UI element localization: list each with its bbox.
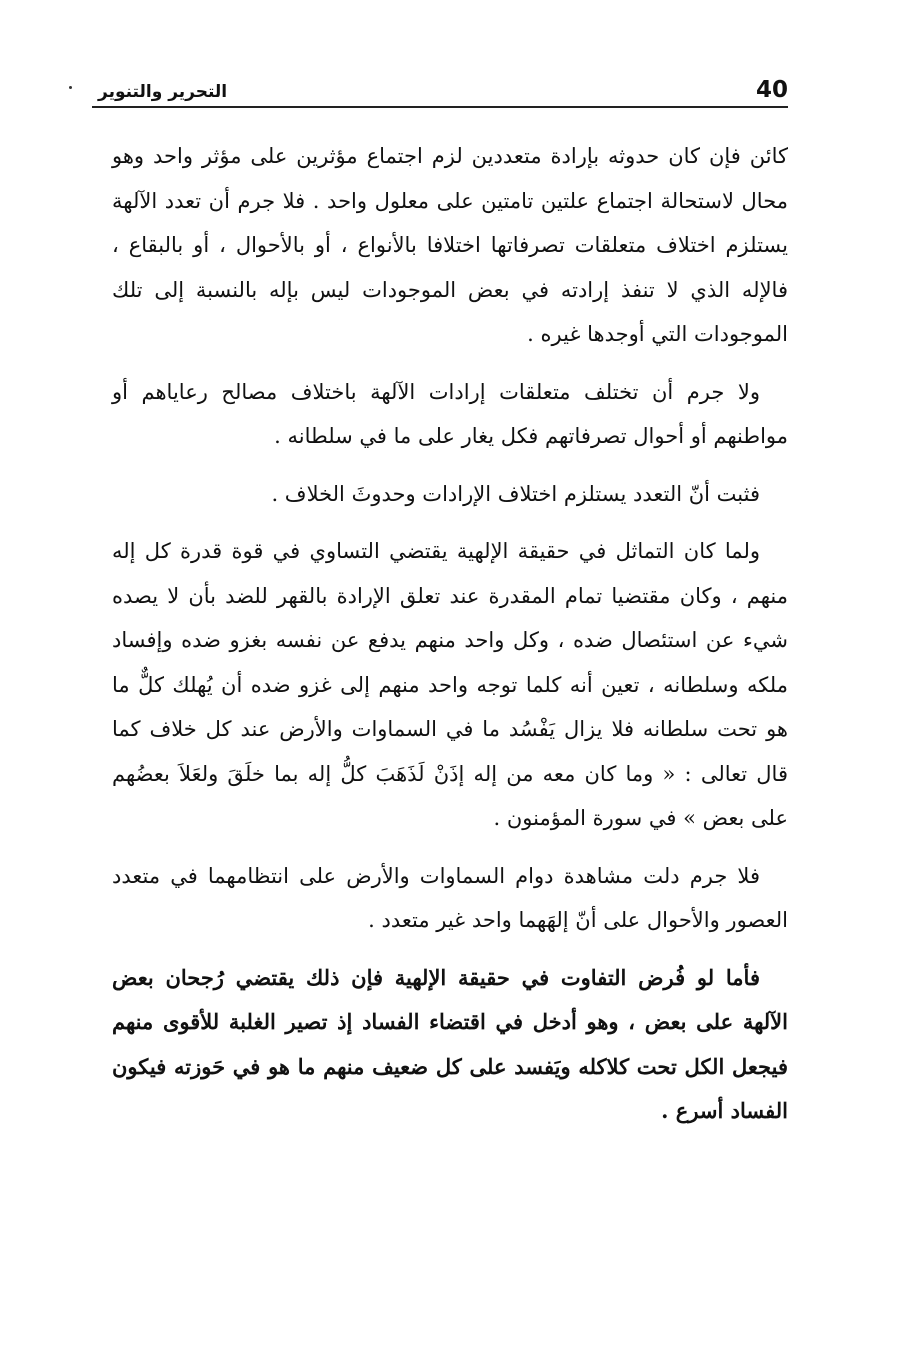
paragraph-1: كائن فإن كان حدوثه بإرادة متعددين لزم اجتماع مؤثرين على مؤثر واحد وهو محال لاستحالة اجتماع علتين تامتين على معلول واحد . فلا جرم أن تعدد الآلهة يستلزم اختلاف متعلقات تصرفاتها اختلافا بالأنواع ، أو بالأحوال ، أو بالبقاع ، فالإله الذي لا تنفذ إرادته في بعض الموجودات ليس بإله بالنسبة إلى تلك الموجودات التي أوجدها غيره . [112, 144, 788, 346]
paragraph-4: ولما كان التماثل في حقيقة الإلهية يقتضي التساوي في قوة قدرة كل إله منهم ، وكان مقتضيا تمام المقدرة عند تعلق الإرادة بالقهر للضد بأن لا يصده شيء عن استئصال ضده ، وكل واحد منهم يدفع عن نفسه بغزو ضده وإفساد ملكه وسلطانه ، تعين أنه كلما توجه واحد منهم إلى غزو ضده أن يُهلك كلٌّ ما هو تحت سلطانه فلا يزال يَفْسُد ما في السماوات والأرض عند كل خلاف كما قال تعالى : « وما كان معه من إله إذَنْ لَذَهَبَ كلُّ إله بما خلَقَ ولعَلاَ بعضُهم على بعض » في سورة المؤمنون . [112, 539, 788, 830]
paragraph-6: فأما لو فُرض التفاوت في حقيقة الإلهية فإن ذلك يقتضي رُجحان بعض الآلهة على بعض ، وهو أدخل في اقتضاء الفساد إذ تصير الغلبة للأقوى منهم فيجعل الكل تحت كلاكله ويَفسد على كل ضعيف منهم ما هو في حَوزته فيكون الفساد أسرع . [112, 964, 788, 1123]
stray-ink-dot [69, 86, 72, 89]
book-title: التحرير والتنوير [98, 82, 228, 102]
paragraph-5: فلا جرم دلت مشاهدة دوام السماوات والأرض على انتظامهما في متعدد العصور والأحوال على أنّ إلهَهما واحد غير متعدد . [112, 863, 788, 932]
page-number: 40 [755, 77, 788, 103]
paragraph-2: ولا جرم أن تختلف متعلقات إرادات الآلهة باختلاف مصالح رعاياهم أو مواطنهم أو أحوال تصرفاتهم فكل يغار على ما في سلطانه . [112, 379, 788, 448]
paragraph-3: فثبت أنّ التعدد يستلزم اختلاف الإرادات وحدوثَ الخلاف . [271, 481, 760, 506]
running-header [92, 72, 788, 108]
page-body [112, 134, 788, 1134]
header-rule [92, 106, 788, 108]
